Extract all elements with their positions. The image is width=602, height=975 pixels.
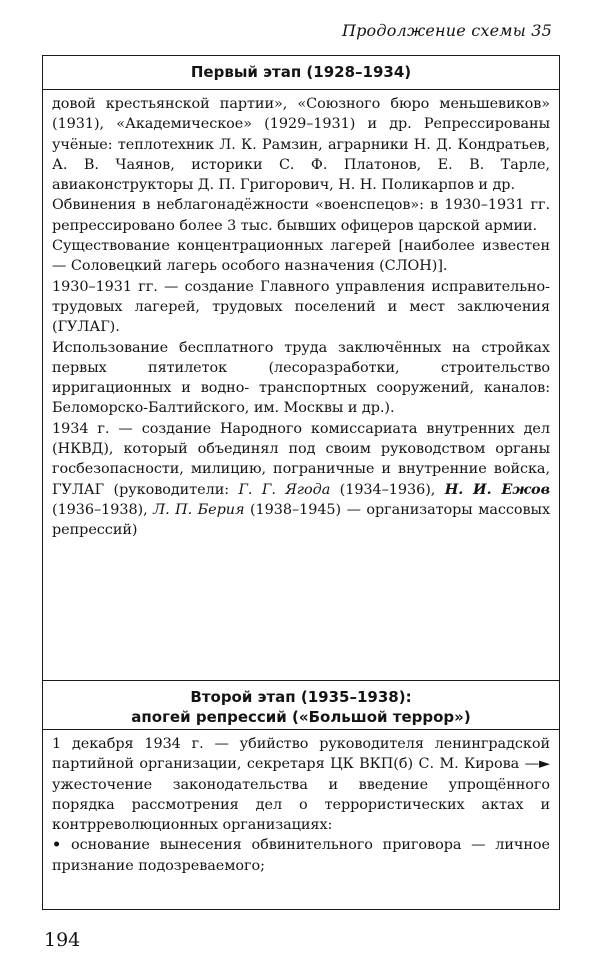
stage1-paragraph: Обвинения в неблагонадёжности «военспецов»: в 1930–1931 гг. репрессировано более 3 тыс. бывших офицеров царской армии. [52, 197, 550, 234]
text-span: (1938–1945) — организаторы массовых репрессий) [52, 501, 551, 539]
page-number: 194 [44, 929, 81, 951]
stage1-paragraph: довой крестьянской партии», «Союзного бюро меньшевиков» (1931), «Академическое» (1929–1931) и др. Репрессированы учёные: теплотехник Л. К. Рамзин, аграрники Н. Д. Кондратьев, А. В. Чаянов, историки С. Ф. Платонов, Е. В. Тарле, авиаконструкторы Д. П. Григорович, Н. Н. Поликарпов и др. [52, 96, 550, 194]
stage1-paragraph: 1930–1931 гг. — создание Главного управления исправительно-трудовых лагерей, трудовых поселений и мест заключения (ГУЛАГ). [52, 278, 550, 336]
stage2-bullet-item [52, 835, 550, 876]
text-span: (1934–1936), [330, 481, 445, 498]
stage2-body [43, 730, 559, 882]
scheme-table [42, 55, 560, 910]
stage1-paragraph: Использование бесплатного труда заключённых на стройках первых пятилеток (лесоразработки, строительство ирригационных и водно- транспортных сооружений, каналов: Беломорско-Балтийского, им. Москвы и др.). [52, 339, 550, 417]
bullet-icon: • [52, 836, 62, 854]
stage1-paragraph-nkvd [52, 419, 550, 541]
stage2-title-line2: апогей репрессий («Большой террор») [131, 708, 471, 726]
running-header: Продолжение схемы 35 [341, 21, 552, 40]
stage2-paragraph: 1 декабря 1934 г. — убийство руководителя ленинградской партийной организации, секретаря ЦК ВКП(б) С. М. Кирова —► ужесточение законодательства и введение упрощённого порядка рассмотрения дел о террористических актах и контрреволюционных организациях: [52, 736, 550, 834]
person-yagoda: Г. Г. Ягода [238, 481, 331, 498]
stage1-title: Первый этап (1928–1934) [43, 56, 559, 90]
stage2-title-line1: Второй этап (1935–1938): [190, 688, 412, 706]
person-ezhov: Н. И. Ежов [444, 480, 550, 498]
stage1-body [43, 90, 559, 680]
stage2-title [43, 680, 559, 730]
bullet-text: основание вынесения обвинительного приговора — личное признание подозреваемого; [52, 837, 551, 874]
text-span: 1934 г. — создание Народного комиссариата внутренних дел (НКВД), который объединял под своим руководством органы госбезопасности, милицию, пограничные и внутренние войска, ГУЛАГ (руководители: [52, 420, 550, 498]
text-span: (1936–1938), [52, 501, 154, 518]
stage1-paragraph: Существование концентрационных лагерей [наиболее известен — Соловецкий лагерь особого назначения (СЛОН)]. [52, 238, 550, 275]
person-beria: Л. П. Берия [153, 501, 245, 518]
